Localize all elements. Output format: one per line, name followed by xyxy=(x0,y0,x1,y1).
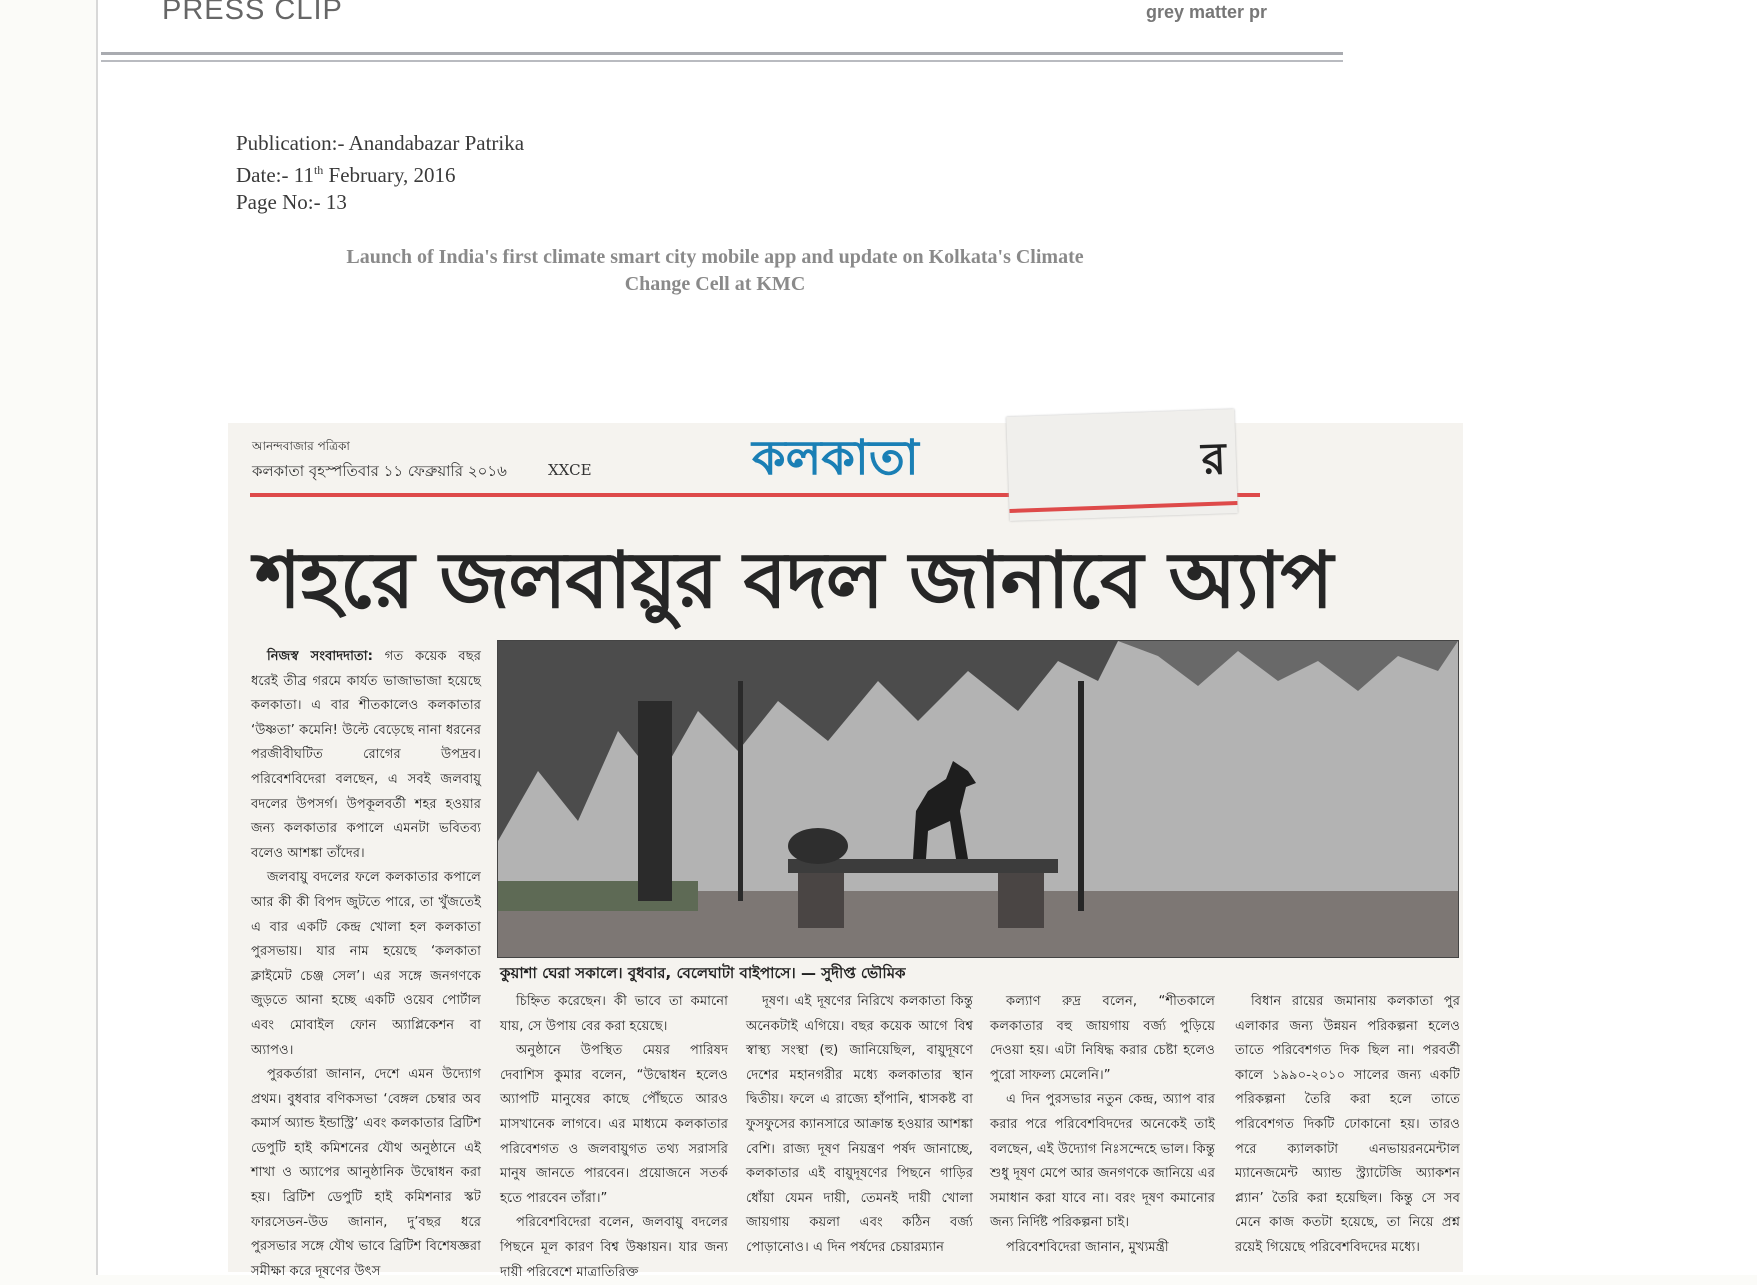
article-paragraph: পরিবেশবিদেরা বলেন, জলবায়ু বদলের পিছনে মূল কারণ বিশ্ব উষ্ণায়ন। যার জন্য দায়ী পরিবেশে মাত্রাতিরিক্ত xyxy=(500,1215,728,1280)
article-paragraph: অনুষ্ঠানে উপস্থিত মেয়র পারিষদ দেবাশিস কুমার বলেন, “উদ্বোধন হলেও অ্যাপটি মানুষের কাছে পৌঁছতে আরও মাসখানেক লাগবে। এর মাধ্যমে কলকাতার পরিবেশগত ও জলবায়ুগত তথ্য সরাসরি মানুষ জানতে পারবেন। প্রয়োজনে সতর্ক হতে পারবেন তাঁরা।” xyxy=(500,1043,728,1206)
photo-caption: কুয়াশা ঘেরা সকালে। বুধবার, বেলেঘাটা বাইপাসে। — সুদীপ্ত ভৌমিক xyxy=(500,964,906,982)
article-paragraph: পুরকর্তারা জানান, দেশে এমন উদ্যোগ প্রথম। বুধবার বণিকসভা ‘বেঙ্গল চেম্বার অব কমার্স অ্যান্ড ইন্ডাস্ট্রি’ এবং কলকাতার ব্রিটিশ ডেপুটি হাই কমিশনের যৌথ অনুষ্ঠানে এই শাখা ও অ্যাপের আনুষ্ঠানিক উদ্বোধন করা হয়। ব্রিটিশ ডেপুটি হাই কমিশনার স্কট ফারসেডন-উড জানান, দু’বছর ধরে পুরসভার সঙ্গে যৌথ ভাবে ব্রিটিশ বিশেষজ্ঞরা সমীক্ষা করে দূষণের উৎস xyxy=(251,1067,481,1279)
article-paragraph: কল্যাণ রুদ্র বলেন, “শীতকালে কলকাতার বহু জায়গায় বর্জ্য পুড়িয়ে দেওয়া হয়। এটা নিষিদ্ধ করার চেষ্টা হলেও পুরো সাফল্য মেলেনি।” xyxy=(990,994,1215,1083)
article-column-1 xyxy=(251,645,481,1279)
fragment-character: র xyxy=(1200,433,1227,486)
article-column-2 xyxy=(500,990,728,1280)
press-clip-label: PRESS CLIP xyxy=(162,0,343,26)
header-rule-secondary xyxy=(101,60,1343,62)
article-paragraph: এ দিন পুরসভার নতুন কেন্দ্র, অ্যাপ বার করার পরে পরিবেশবিদদের অনেকেই তাই বলছেন, এই উদ্যোগ নিঃসন্দেহে ভাল। কিন্তু শুধু দূষণ মেপে আর জনগণকে জানিয়ে এর সমাধান করা যাবে না। বরং দূষণ কমানোর জন্য নির্দিষ্ট পরিকল্পনা চাই। xyxy=(990,1092,1215,1231)
clip-heading-line-1: Launch of India's first climate smart city mobile app and update on Kolkata's Climate xyxy=(346,246,1084,268)
article-paragraph: নিজস্ব সংবাদদাতা: গত কয়েক বছর ধরেই তীব্র গরমে কার্যত ভাজাভাজা হয়েছে কলকাতা। এ বার শীতকালেও কলকাতার ‘উষ্ণতা’ কমেনি! উল্টে বেড়েছে নানা ধরনের পরজীবীঘটিত রোগের উপদ্রব। পরিবেশবিদেরা বলছেন, এ সবই জলবায়ু বদলের উপসর্গ। উপকূলবর্তী শহর হওয়ার জন্য কলকাতার কপালে এমনটা ভবিতব্য বলেও আশঙ্কা তাঁদের। xyxy=(251,649,481,861)
article-paragraph: দূষণ। এই দূষণের নিরিখে কলকাতা কিন্তু অনেকটাই এগিয়ে। বছর কয়েক আগে বিশ্ব স্বাস্থ্য সংস্থা (হু) জানিয়েছিল, বায়ুদূষণে দেশের মহানগরীর মধ্যে কলকাতার স্থান দ্বিতীয়। ফলে এ রাজ্যে হাঁপানি, শ্বাসকষ্ট বা ফুসফুসের ক্যানসারে আক্রান্ত হওয়ার আশঙ্কা বেশি। রাজ্য দূষণ নিয়ন্ত্রণ পর্ষদ জানাচ্ছে, কলকাতার এই বায়ুদূষণের পিছনে গাড়ির ধোঁয়া যেমন দায়ী, তেমনই দায়ী খোলা জায়গায় কয়লা এবং কঠিন বর্জ্য পোড়ানোও। এ দিন পর্ষদের চেয়ারম্যান xyxy=(746,994,973,1255)
publication-details xyxy=(236,130,524,216)
masthead-paper-name: আনন্দবাজার পত্রিকা xyxy=(252,439,350,453)
masthead-dateline: কলকাতা বৃহস্পতিবার ১১ ফেব্রুয়ারি ২০১৬ xyxy=(252,462,507,480)
pasted-clipping-fragment xyxy=(1006,409,1237,521)
agency-brand: grey matter pr xyxy=(1146,2,1268,22)
article-paragraph: বিধান রায়ের জমানায় কলকাতা পুর এলাকার জন্য উন্নয়ন পরিকল্পনা হলেও তাতে পরিবেশগত দিক ছিল না। পরবর্তী কালে ১৯৯০-২০১০ সালের জন্য একটি পরিকল্পনা তৈরি করা হলে তাতে পরিবেশগত দিকটি ঢোকানো হয়। তারও পরে ক্যালকাটা এনভায়রনমেন্টাল ম্যানেজমেন্ট অ্যান্ড স্ট্র্যাটেজি অ্যাকশন প্ল্যান’ তৈরি করা হয়েছিল। কিন্তু সে সব মেনে কাজ কতটা হয়েছে, তা নিয়ে প্রশ্ন রয়েই গিয়েছে পরিবেশবিদদের মধ্যে। xyxy=(1235,994,1460,1255)
publication-date: Date:- 11th February, 2016 xyxy=(236,163,456,187)
article-column-3 xyxy=(746,990,973,1265)
byline: নিজস্ব সংবাদদাতা: xyxy=(267,649,373,664)
clip-heading-line-2: Change Cell at KMC xyxy=(624,273,806,295)
fragment-red-rule xyxy=(1009,501,1237,513)
publication-name: Publication:- Anandabazar Patrika xyxy=(236,131,525,155)
section-title: কলকাতা xyxy=(752,430,919,486)
masthead-edition-code: XXCE xyxy=(548,461,592,479)
article-column-5 xyxy=(1235,990,1460,1265)
news-photo xyxy=(497,640,1459,958)
page-number: Page No:- 13 xyxy=(236,190,347,214)
header-rule xyxy=(101,52,1343,55)
article-column-4 xyxy=(990,990,1215,1265)
article-paragraph: পরিবেশবিদেরা জানান, মুখ্যমন্ত্রী xyxy=(1006,1239,1169,1255)
article-headline: শহরে জলবায়ুর বদল জানাবে অ্যাপ xyxy=(255,536,1333,626)
clip-heading xyxy=(250,244,1180,298)
article-paragraph: জলবায়ু বদলের ফলে কলকাতার কপালে আর কী কী বিপদ জুটতে পারে, তা খুঁজতেই এ বার একটি কেন্দ্র খোলা হল কলকাতা পুরসভায়। যার নাম হয়েছে ‘কলকাতা ক্লাইমেট চেঞ্জ সেল’। এর সঙ্গে জনগণকে জুড়তে আনা হচ্ছে একটি ওয়েব পোর্টাল এবং মোবাইল ফোন অ্যাপ্লিকেশন বা অ্যাপও। xyxy=(251,870,481,1058)
article-paragraph: চিহ্নিত করেছেন। কী ভাবে তা কমানো যায়, সে উপায় বের করা হয়েছে। xyxy=(500,994,728,1034)
foggy-bench-dog-photo xyxy=(498,641,1458,957)
